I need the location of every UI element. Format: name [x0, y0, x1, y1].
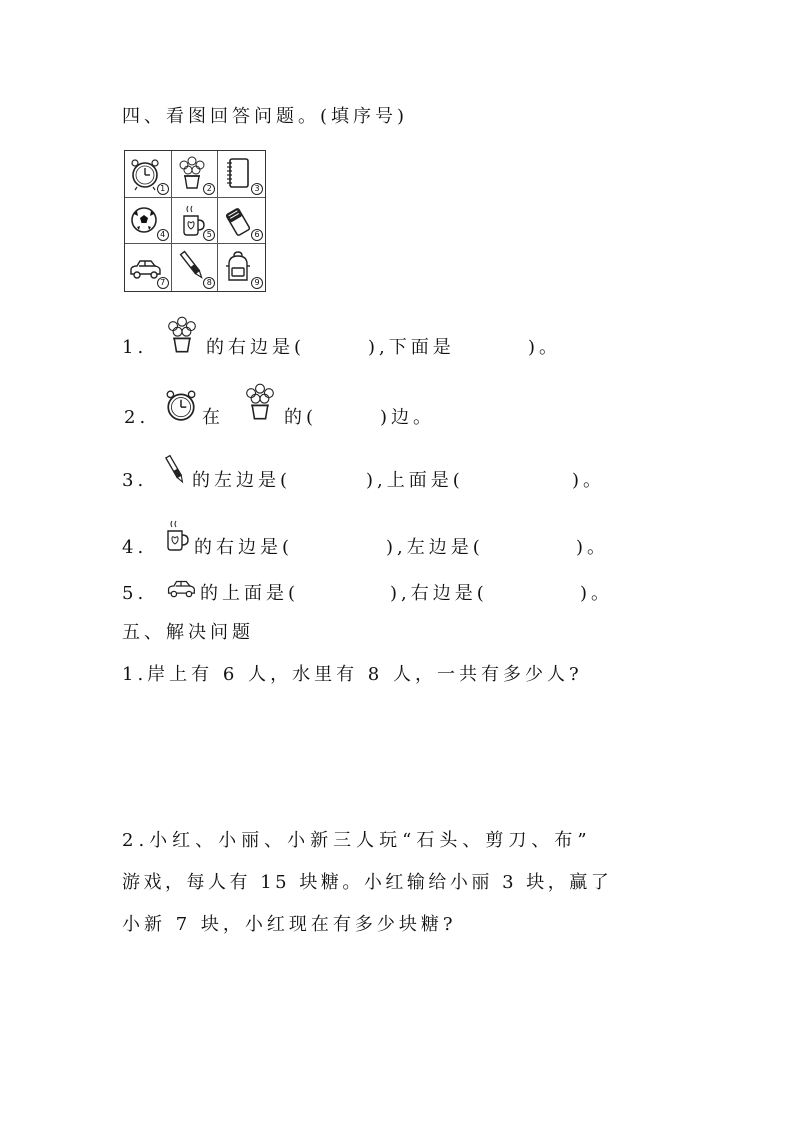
grid-number-5: 5 [203, 229, 215, 241]
problem-2-line-1: 2.小红、小丽、小新三人玩“石头、剪刀、布” [122, 830, 592, 851]
question-4-text-a: 的右边是( [194, 537, 294, 558]
car-icon [162, 570, 200, 602]
question-1-text-a: 的右边是( [206, 337, 306, 358]
grid-number-8: 8 [203, 277, 215, 289]
grid-cell-1 [125, 151, 172, 198]
grid-number-3: 3 [251, 183, 263, 195]
question-3-text-c: )。 [572, 470, 606, 491]
picture-grid [124, 150, 266, 292]
question-1-text-c: )。 [528, 337, 562, 358]
grid-cell-6 [218, 198, 265, 245]
problem-2-line-2: 游戏，每人有 15 块糖。小红输给小丽 3 块，赢了 [122, 872, 613, 893]
problem-1-text: 1.岸上有 6 人，水里有 8 人，一共有多少人? [122, 664, 583, 685]
eraser-icon [222, 202, 254, 238]
question-1-number: 1. [122, 337, 148, 358]
notebook-icon [222, 155, 254, 191]
question-2-text-b: 的( [284, 407, 318, 428]
clock-icon [129, 155, 161, 191]
pen-icon [160, 450, 190, 490]
question-5-text-c: )。 [580, 583, 614, 604]
question-4-text-b: ),左边是( [386, 537, 484, 558]
flower-pot-icon [164, 315, 200, 355]
question-2-number: 2. [124, 407, 150, 428]
pen-icon [176, 248, 208, 284]
grid-number-4: 4 [157, 229, 169, 241]
question-5-text-a: 的上面是( [200, 583, 300, 604]
grid-cell-3 [218, 151, 265, 198]
grid-cell-7 [125, 244, 172, 291]
grid-cell-5 [172, 198, 219, 245]
question-5-number: 5. [122, 583, 148, 604]
question-5-text-b: ),右边是( [390, 583, 488, 604]
backpack-icon [222, 248, 254, 284]
grid-number-9: 9 [251, 277, 263, 289]
question-4-number: 4. [122, 537, 148, 558]
section-5-title: 五、解决问题 [122, 622, 254, 643]
car-icon [129, 248, 161, 284]
clock-icon [164, 385, 198, 425]
question-3-number: 3. [122, 470, 148, 491]
grid-number-2: 2 [203, 183, 215, 195]
question-2-text-c: )边。 [380, 407, 436, 428]
grid-number-7: 7 [157, 277, 169, 289]
question-4-text-c: )。 [576, 537, 610, 558]
grid-cell-9 [218, 244, 265, 291]
soccer-ball-icon [129, 202, 161, 238]
grid-cell-4 [125, 198, 172, 245]
question-1-text-b: ),下面是 [368, 337, 455, 358]
grid-cell-2 [172, 151, 219, 198]
grid-number-1: 1 [157, 183, 169, 195]
mug-icon [160, 516, 192, 554]
grid-cell-8 [172, 244, 219, 291]
problem-2-line-3: 小新 7 块，小红现在有多少块糖? [122, 914, 457, 935]
flower-pot-icon [242, 382, 278, 422]
section-4-title: 四、看图回答问题。(填序号) [122, 106, 409, 127]
question-3-text-b: ),上面是( [366, 470, 464, 491]
question-2-text-a: 在 [202, 407, 224, 428]
question-3-text-a: 的左边是( [192, 470, 292, 491]
grid-number-6: 6 [251, 229, 263, 241]
